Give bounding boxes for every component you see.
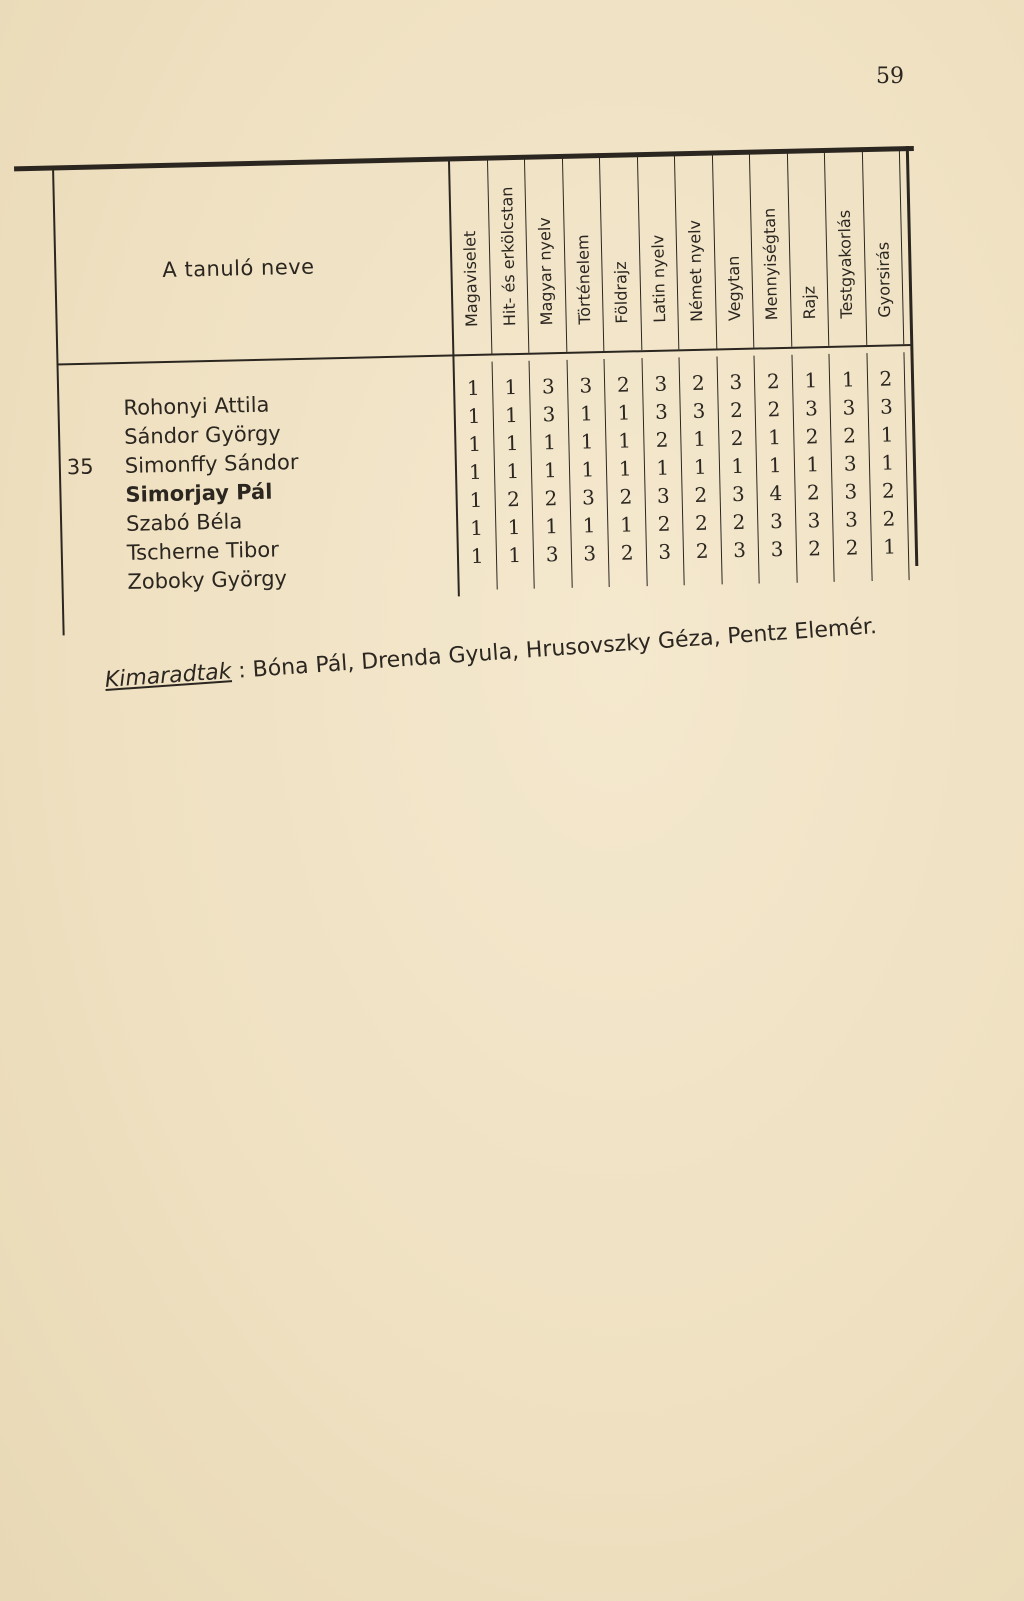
grade-cell: 1 [841,367,855,392]
grade-cell: 2 [620,540,634,565]
grade-cell: 3 [692,398,706,424]
grade-cell: 1 [468,431,482,457]
grade-cell: 1 [508,542,522,568]
grade-cell: 3 [541,374,556,399]
student-row [69,564,301,598]
grade-column [680,356,723,585]
subject-header: Rajz [799,285,819,320]
grade-cell: 2 [881,478,895,503]
grade-column [492,361,535,590]
grade-cell: 1 [768,453,782,478]
student-name: Tscherne Tibor [126,537,280,565]
subject-header-column [750,153,792,348]
grade-cell: 1 [468,459,482,485]
subject-header: Magyar nyelv [535,217,557,326]
subject-header: Történelem [572,234,594,325]
grade-cell: 3 [654,399,669,424]
grade-cell: 3 [844,479,858,504]
subject-header-column [675,155,717,350]
grade-column [642,357,685,586]
grade-cell: 2 [807,536,822,561]
subject-header-column [637,155,679,350]
subject-header: Vegytan [723,255,744,322]
subject-headers [450,150,904,354]
grade-cell: 2 [657,511,671,536]
grade-cell: 3 [879,394,894,419]
subject-header-column [487,159,529,354]
grade-cell: 2 [691,370,705,396]
grade-cell: 1 [504,375,518,400]
subject-header-column [600,156,642,351]
grade-cell: 2 [544,486,558,511]
subject-header: Testgyakorlás [834,209,857,319]
grade-cell: 3 [545,542,559,567]
grade-cell: 2 [732,509,746,535]
subject-header: Magaviselet [460,230,482,328]
grade-cell: 2 [882,506,896,531]
grade-cell: 3 [842,395,856,420]
subject-header-column [712,154,754,349]
grade-column [455,362,498,591]
grade-cell: 1 [470,543,484,569]
grade-cell: 3 [731,481,746,507]
name-column-header: A tanuló neve [162,254,315,283]
grade-cell: 3 [656,483,671,508]
subject-header-column [825,151,867,346]
subject-header: Gyorsirás [873,241,894,318]
grade-cell: 3 [583,541,597,566]
grade-cell: 1 [618,456,632,481]
student-names [65,390,301,598]
grade-table [30,146,910,594]
grade-columns [455,352,910,590]
grade-cell: 3 [769,509,784,534]
grade-column [754,355,797,584]
subject-header: Földrajz [611,261,632,324]
grade-cell: 3 [542,402,556,427]
grade-cell: 2 [655,427,669,452]
grade-cell: 1 [467,403,481,429]
grade-cell: 3 [843,451,857,476]
grade-cell: 3 [732,537,747,563]
grade-cell: 1 [543,430,557,455]
grade-cell: 1 [504,402,519,428]
grade-cell: 1 [466,375,481,401]
grade-cell: 3 [804,396,819,421]
grade-column [567,359,610,588]
grade-cell: 2 [842,423,857,448]
subject-header: Német nyelv [685,219,707,323]
grade-cell: 2 [616,372,630,397]
student-name: Sándor György [123,421,281,449]
grade-cell: 1 [544,514,559,539]
grade-cell: 3 [654,371,668,396]
student-name: Simonffy Sándor [124,449,299,478]
subject-header: Latin nyelv [647,234,669,323]
grade-cell: 1 [804,368,818,393]
grade-cell: 2 [806,480,820,505]
grade-cell: 1 [619,512,634,537]
grade-cell: 2 [729,397,744,423]
page-number: 59 [876,64,904,89]
grade-column [792,354,835,583]
grade-cell: 1 [580,429,594,454]
grade-cell: 1 [582,513,596,538]
grade-cell: 1 [882,534,897,559]
footnote-text: : Bóna Pál, Drenda Gyula, Hrusovszky Géza, Pentz Elemér. [237,614,878,684]
grade-cell: 1 [581,457,595,482]
grade-column [605,358,648,587]
grade-cell: 1 [767,425,782,450]
grade-cell: 1 [469,487,483,513]
grade-cell: 1 [543,458,557,483]
grade-cell: 2 [766,369,780,394]
grade-cell: 1 [881,450,895,475]
grade-cell: 3 [729,369,743,395]
grade-cell: 1 [505,430,519,456]
grade-cell: 1 [880,422,894,447]
grade-cell: 2 [695,538,709,563]
grade-cell: 1 [692,426,707,452]
grade-cell: 2 [879,366,893,391]
grade-cell: 1 [579,401,594,426]
grade-cell: 2 [805,424,819,449]
row-number: 35 [66,454,94,480]
grade-cell: 1 [656,455,670,480]
footnote-lead: Kimaradtak [104,659,233,693]
subject-header-column [525,158,567,353]
student-name: Simorjay Pál [125,479,273,507]
grade-cell: 3 [770,537,784,562]
grade-cell: 1 [506,458,520,484]
grade-cell: 2 [730,425,744,451]
subject-header-column [450,160,492,355]
subject-header: Mennyiségtan [759,207,782,321]
grade-cell: 2 [619,484,633,509]
grade-cell: 1 [806,452,820,477]
student-name: Zoboky György [127,566,288,594]
grade-cell: 2 [767,397,781,422]
grade-cell: 1 [507,514,521,540]
grade-cell: 1 [617,428,632,453]
subject-header-column [862,150,904,345]
grade-column [867,352,910,581]
grade-column [530,360,573,589]
grade-cell: 4 [769,481,783,506]
grade-cell: 3 [581,485,596,510]
grade-column [717,356,760,585]
subject-header: Hit- és erkölcstan [496,186,520,327]
table-left-rule [52,165,65,635]
grade-cell: 2 [694,482,708,508]
subject-header-column [562,157,604,352]
grade-cell: 1 [469,515,484,541]
subject-header-column [787,152,829,347]
grade-cell: 2 [845,535,859,560]
grade-cell: 1 [693,454,707,480]
grade-cell: 3 [807,508,821,533]
grade-cell: 1 [617,400,631,425]
grade-cell: 3 [658,539,672,564]
grade-cell: 3 [579,373,593,398]
footnote [104,614,878,693]
grade-column [829,353,872,582]
grade-cell: 3 [844,507,859,532]
student-name: Rohonyi Attila [123,392,270,420]
student-name: Szabó Béla [125,509,243,536]
grade-cell: 2 [694,510,709,535]
grade-cell: 1 [731,453,745,479]
grade-cell: 2 [506,486,521,512]
